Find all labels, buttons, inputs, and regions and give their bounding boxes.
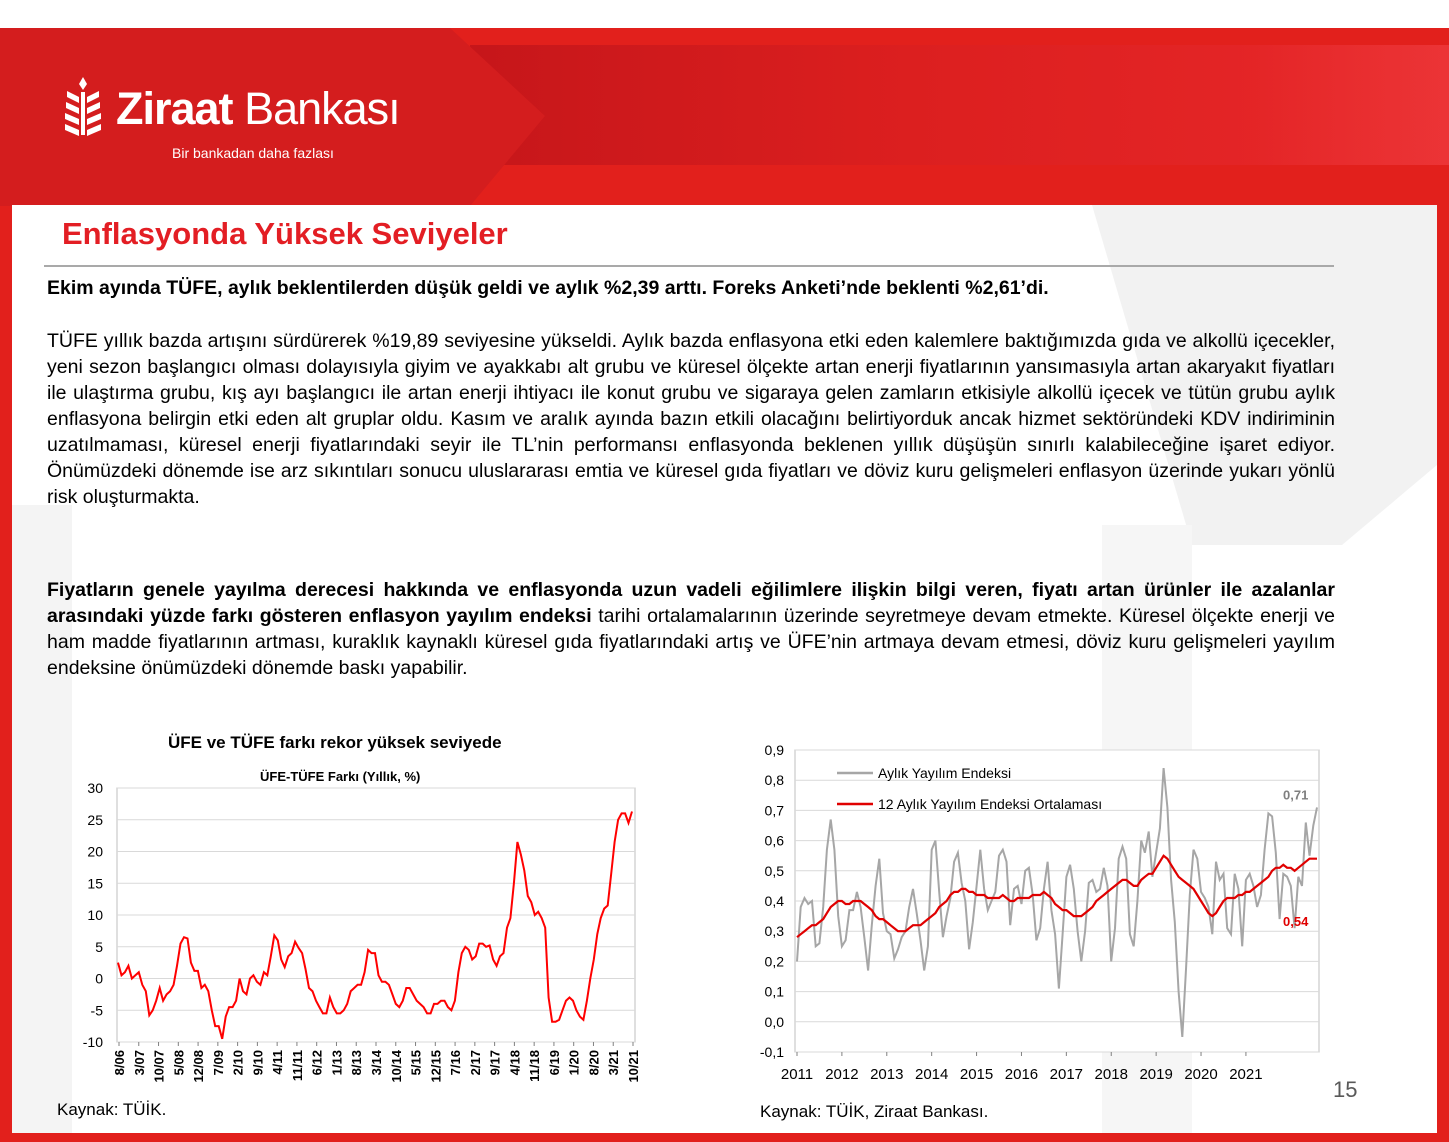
lead-paragraph: Ekim ayında TÜFE, aylık beklentilerden düşük geldi ve aylık %2,39 arttı. Foreks Anketi’nde beklenti %2,61’di.: [47, 277, 1049, 299]
chart2-x-tick: 2011: [780, 1066, 814, 1083]
chart2-x-tick: 2014: [914, 1066, 949, 1083]
chart2-y-tick: 0,3: [764, 923, 784, 940]
chart2-y-tick: 0,0: [764, 1013, 784, 1030]
chart2-x-tick: 2012: [825, 1066, 859, 1083]
wheat-logo-icon: [63, 75, 103, 145]
chart1-title: ÜFE-TÜFE Farkı (Yıllık, %): [260, 769, 421, 784]
body-paragraph-2: [47, 577, 1335, 681]
chart2-y-tick: 0,7: [764, 802, 784, 819]
chart2-annotation-average: 0,54: [1283, 914, 1309, 930]
chart2-x-tick: 2016: [1004, 1066, 1039, 1083]
chart2-legend-label: Aylık Yayılım Endeksi: [878, 765, 1012, 781]
chart1-x-tick: 3/07: [131, 1050, 147, 1076]
chart1-x-tick: 5/15: [408, 1050, 424, 1076]
chart1-y-tick: 30: [87, 780, 103, 796]
body-paragraph-1: TÜFE yıllık bazda artışını sürdürerek %19,89 seviyesine yükseldi. Aylık bazda enflasyona etki eden kalemlere baktığımızda gıda ve alkollü içecekler, yeni sezon başlangıcı olması dolayısıyla giyim ve ayakkabı alt grubu ve küresel ölçekte artan enerji fiyatlarının yansımasıyla artan akaryakıt fiyatları ile ulaştırma grubu, kış ayı başlangıcı ile artan enerji ihtiyacı ile konut grubu ve sigaraya gelen zamların etkisiyle alkollü içecek ve tütün grubu aylık enflasyona belirgin etki eden alt gruplar oldu. Kasım ve aralık ayında bazın etkili olacağını belirtiyorduk ancak hizmet sektöründeki KDV indiriminin uzatılmaması, küresel enerji fiyatlarındaki seyir ile TL’nin performansı enflasyonda beklenen yıllık düşüşün sınırlı kalabileceğine işaret ediyor. Önümüzdeki dönemde ise arz sıkıntıları sonucu uluslararası emtia ve küresel gıda fiyatları ve döviz kuru gelişmeleri enflasyon üzerinde yukarı yönlü risk oluşturmakta.: [47, 330, 1335, 508]
chart1-x-tick: 12/08: [191, 1050, 207, 1083]
chart1-y-tick: 5: [95, 938, 103, 955]
brand-logo[interactable]: [116, 83, 400, 135]
chart1-x-tick: 1/13: [329, 1050, 345, 1076]
chart1-x-tick: 11/18: [527, 1050, 543, 1082]
chart1-x-tick: 10/14: [388, 1050, 404, 1083]
chart1-y-tick: -5: [90, 1002, 103, 1019]
chart2-x-tick: 2021: [1229, 1066, 1263, 1083]
chart1-x-tick: 9/10: [250, 1050, 266, 1076]
chart1-x-tick: 11/11: [289, 1050, 305, 1082]
page-number: 15: [1333, 1077, 1358, 1102]
chart1-x-tick: 6/19: [546, 1050, 562, 1076]
chart1-x-tick: 4/18: [507, 1050, 523, 1076]
chart1-x-tick: 3/14: [369, 1050, 384, 1076]
chart2-x-tick: 2017: [1049, 1066, 1084, 1083]
brand-tagline: Bir bankadan daha fazlası: [172, 145, 334, 161]
chart1-x-tick: 7/16: [448, 1050, 464, 1076]
chart1-x-tick: 8/13: [349, 1050, 365, 1076]
chart1-x-tick: 8/06: [112, 1050, 127, 1076]
chart1-source: Kaynak: TÜİK.: [57, 1100, 167, 1119]
chart2-y-tick: 0,6: [764, 832, 784, 849]
page-title: Enflasyonda Yüksek Seviyeler: [62, 216, 508, 251]
chart1-x-tick: 12/15: [428, 1050, 444, 1083]
chart2-y-tick: 0,5: [764, 862, 784, 879]
chart1-x-tick: 2/10: [230, 1050, 246, 1076]
chart1-x-tick: 10/07: [151, 1050, 167, 1083]
body-paragraph-2-bold: Fiyatların genele yayılma derecesi hakkında ve enflasyonda uzun vadeli eğilimlere ilişkin bilgi veren, fiyatı artan ürünler ile azalanlar arasındaki yüzde farkı gösteren enflasyon yayılım endeksi: [47, 579, 1335, 627]
chart1-x-tick: 7/09: [210, 1050, 226, 1076]
chart1-y-tick: 25: [87, 811, 103, 828]
diffusion-index-chart: [750, 740, 1340, 1085]
chart2-annotation-monthly: 0,71: [1283, 787, 1309, 803]
brand-name-bold: Ziraat: [116, 83, 233, 134]
chart1-x-tick: 2/17: [467, 1050, 483, 1076]
header-fade: [1250, 45, 1449, 165]
chart1-x-tick: 4/11: [270, 1050, 286, 1075]
chart1-x-tick: 1/20: [566, 1050, 582, 1076]
chart2-y-tick: -0,1: [759, 1044, 784, 1060]
chart2-y-tick: 0,4: [764, 893, 784, 909]
chart1-y-tick: 0: [95, 970, 103, 987]
chart1-y-tick: -10: [82, 1034, 103, 1050]
chart1-x-tick: 6/12: [309, 1050, 325, 1076]
chart1-x-tick: 9/17: [487, 1050, 503, 1076]
chart1-heading: ÜFE ve TÜFE farkı rekor yüksek seviyede: [168, 733, 502, 752]
chart2-x-tick: 2020: [1184, 1066, 1218, 1083]
title-divider: [44, 265, 1334, 267]
chart1-x-tick: 10/21: [626, 1050, 641, 1083]
chart2-y-tick: 0,9: [764, 742, 784, 758]
body-paragraph-2-rest: tarihi ortalamalarının üzerinde seyretmeye devam etmekte. Küresel ölçekte enerji ve ham madde fiyatlarının artması, kuraklık kaynaklı küresel gıda fiyatlarındaki artış ve ÜFE’nin artmaya devam etmesi, döviz kuru gelişmeleri yayılım endeksine önümüzdeki dönemde baskı yapabilir.: [47, 605, 1335, 679]
chart2-x-tick: 2013: [870, 1066, 904, 1083]
chart2-x-tick: 2015: [959, 1066, 994, 1083]
brand-name-light: Bankası: [244, 83, 400, 134]
chart2-legend-label: 12 Aylık Yayılım Endeksi Ortalaması: [878, 796, 1103, 812]
chart2-y-tick: 0,2: [764, 953, 784, 970]
ppi-cpi-gap-chart: [70, 780, 650, 1110]
chart2-y-tick: 0,8: [764, 772, 784, 789]
chart1-x-tick: 3/21: [606, 1050, 622, 1076]
chart2-x-tick: 2019: [1139, 1066, 1173, 1083]
chart1-y-tick: 10: [87, 907, 103, 923]
chart1-x-tick: 8/20: [586, 1050, 602, 1076]
chart2-source: Kaynak: TÜİK, Ziraat Bankası.: [760, 1102, 989, 1121]
chart1-x-tick: 5/08: [171, 1050, 187, 1076]
chart1-y-tick: 15: [87, 875, 103, 892]
chart2-x-tick: 2018: [1094, 1066, 1128, 1083]
chart1-y-tick: 20: [87, 843, 103, 860]
chart2-y-tick: 0,1: [764, 983, 784, 1000]
